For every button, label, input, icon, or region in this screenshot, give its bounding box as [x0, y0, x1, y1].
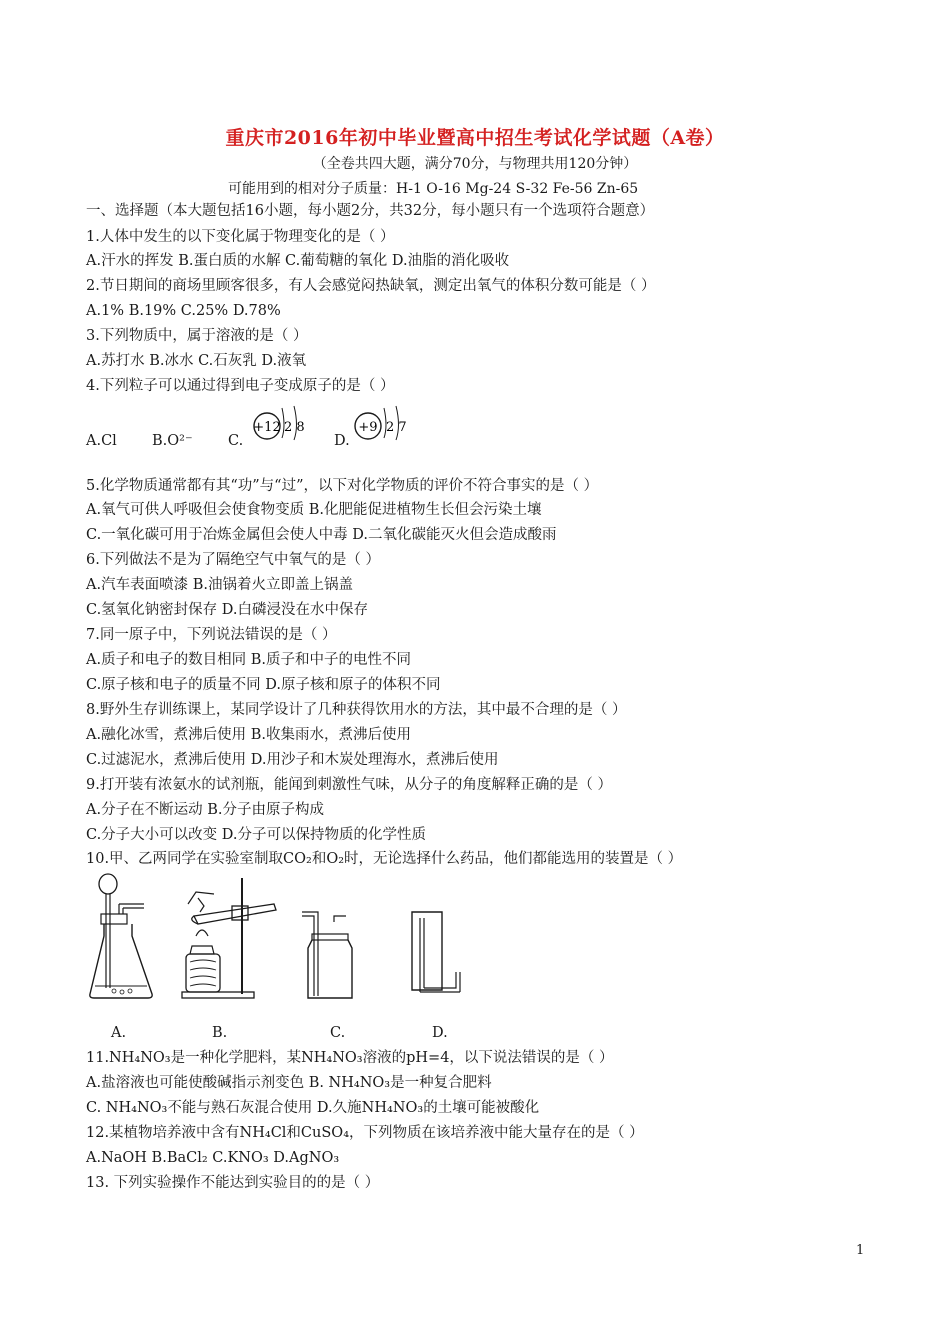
q12-options: A.NaOH B.BaCl₂ C.KNO₃ D.AgNO₃ [86, 1150, 340, 1166]
q11-options-ab: A.盐溶液也可能使酸碱指示剂变色 B. NH₄NO₃是一种复合肥料 [86, 1075, 492, 1091]
q3-stem: 3.下列物质中，属于溶液的是（ ） [86, 328, 308, 344]
q11-stem: 11.NH₄NO₃是一种化学肥料，某NH₄NO₃溶液的pH=4，以下说法错误的是（ ） [86, 1050, 614, 1066]
q7-stem: 7.同一原子中，下列说法错误的是（ ） [86, 627, 337, 643]
q6-options-cd: C.氢氧化钠密封保存 D.白磷浸没在水中保存 [86, 602, 369, 618]
apparatus-a-flask [86, 870, 166, 1002]
page-number: 1 [856, 1243, 865, 1258]
q9-options-cd: C.分子大小可以改变 D.分子可以保持物质的化学性质 [86, 827, 427, 843]
q11-options-cd: C. NH₄NO₃不能与熟石灰混合使用 D.久施NH₄NO₃的土壤可能被酸化 [86, 1100, 540, 1116]
apparatus-label-a: A. [111, 1025, 127, 1041]
apparatus-label-b: B. [212, 1025, 228, 1041]
q8-options-ab: A.融化冰雪，煮沸后使用 B.收集雨水，煮沸后使用 [86, 727, 411, 743]
atom-d-shells: 2 7 [386, 420, 407, 435]
atom-d-nucleus: +9 [358, 420, 378, 435]
q7-options-ab: A.质子和电子的数目相同 B.质子和中子的电性不同 [86, 652, 411, 668]
q4-option-a: A.Cl [86, 433, 117, 449]
apparatus-label-c: C. [330, 1025, 346, 1041]
q9-options-ab: A.分子在不断运动 B.分子由原子构成 [86, 802, 324, 818]
section-heading: 一、选择题（本大题包括16小题，每小题2分，共32分，每小题只有一个选项符合题意） [86, 203, 655, 219]
q3-options: A.苏打水 B.冰水 C.石灰乳 D.液氧 [86, 353, 307, 369]
q4-stem: 4.下列粒子可以通过得到电子变成原子的是（ ） [86, 378, 395, 394]
q4-option-d: D. [334, 433, 350, 449]
atom-diagram-c [250, 398, 320, 442]
q9-stem: 9.打开装有浓氨水的试剂瓶，能闻到刺激性气味，从分子的角度解释正确的是（ ） [86, 777, 612, 793]
q4-option-b: B.O²⁻ [152, 433, 193, 449]
q2-options: A.1% B.19% C.25% D.78% [86, 303, 281, 319]
q5-stem: 5.化学物质通常都有其“功”与“过”，以下对化学物质的评价不符合事实的是（ ） [86, 478, 599, 494]
q7-options-cd: C.原子核和电子的质量不同 D.原子核和原子的体积不同 [86, 677, 441, 693]
q4-option-c: C. [228, 433, 244, 449]
q6-options-ab: A.汽车表面喷漆 B.油锅着火立即盖上锅盖 [86, 577, 353, 593]
q13-stem: 13. 下列实验操作不能达到实验目的的是（ ） [86, 1175, 380, 1191]
q5-options-ab: A.氧气可供人呼吸但会使食物变质 B.化肥能促进植物生长但会污染土壤 [86, 502, 542, 518]
atomic-masses-line: 可能用到的相对分子质量：H-1 O-16 Mg-24 S-32 Fe-56 Zn-65 [228, 181, 639, 197]
exam-title: 重庆市2016年初中毕业暨高中招生考试化学试题（A卷） [225, 127, 725, 149]
q5-options-cd: C.一氧化碳可用于冶炼金属但会使人中毒 D.二氧化碳能灭火但会造成酸雨 [86, 527, 557, 543]
q6-stem: 6.下列做法不是为了隔绝空气中氧气的是（ ） [86, 552, 380, 568]
exam-subtitle: （全卷共四大题，满分70分，与物理共用120分钟） [312, 156, 638, 172]
apparatus-b-heating [174, 876, 284, 1002]
q8-options-cd: C.过滤泥水，煮沸后使用 D.用沙子和木炭处理海水，煮沸后使用 [86, 752, 499, 768]
apparatus-label-d: D. [432, 1025, 448, 1041]
apparatus-c-bottle [298, 906, 358, 1002]
atom-c-shells: 2 8 [284, 420, 305, 435]
atom-diagram-d [350, 398, 420, 442]
q1-stem: 1.人体中发生的以下变化属于物理变化的是（ ） [86, 229, 395, 245]
q8-stem: 8.野外生存训练课上，某同学设计了几种获得饮用水的方法，其中最不合理的是（ ） [86, 702, 627, 718]
q1-options: A.汗水的挥发 B.蛋白质的水解 C.葡萄糖的氧化 D.油脂的消化吸收 [86, 253, 510, 269]
q12-stem: 12.某植物培养液中含有NH₄Cl和CuSO₄，下列物质在该培养液中能大量存在的是（ ） [86, 1125, 644, 1141]
q2-stem: 2.节日期间的商场里顾客很多，有人会感觉闷热缺氧，测定出氧气的体积分数可能是（ ） [86, 278, 656, 294]
apparatus-d-inverted [398, 908, 468, 1002]
atom-c-nucleus: +12 [253, 420, 281, 435]
q10-stem: 10.甲、乙两同学在实验室制取CO₂和O₂时，无论选择什么药品，他们都能选用的装置是（ ） [86, 851, 683, 867]
